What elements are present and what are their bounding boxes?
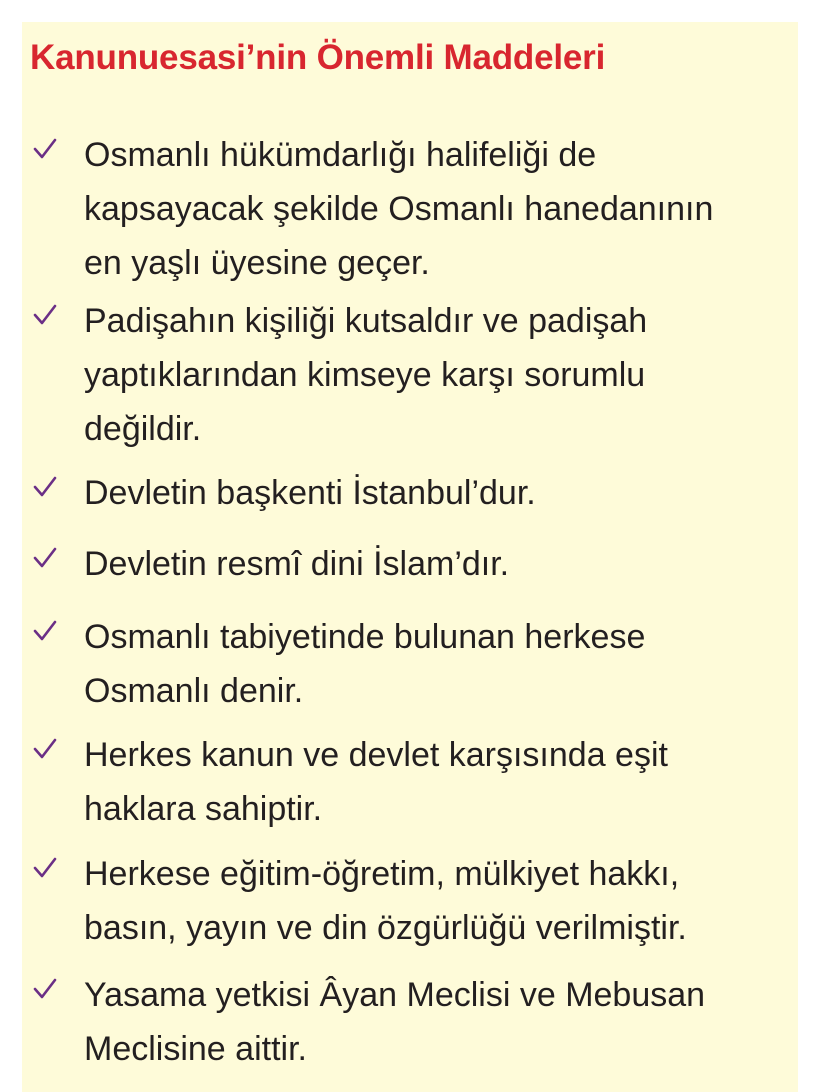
info-panel	[22, 22, 798, 1092]
check-icon	[32, 474, 58, 500]
list-item-text: Herkes kanun ve devlet karşısında eşit haklara sahiptir.	[84, 736, 668, 828]
check-icon	[32, 618, 58, 644]
check-icon	[32, 545, 58, 571]
article-list	[22, 22, 798, 1092]
list-item-text: Devletin başkenti İstanbul’dur.	[84, 474, 536, 512]
panel-title: Kanunuesasi’nin Önemli Maddeleri	[30, 38, 606, 77]
check-icon	[32, 736, 58, 762]
check-icon	[32, 976, 58, 1002]
list-item-text: Osmanlı hükümdarlığı halifeliği de kapsayacak şekilde Osmanlı hanedanının en yaşlı üyesine geçer.	[84, 136, 714, 282]
list-item-text: Herkese eğitim-öğretim, mülkiyet hakkı, basın, yayın ve din özgürlüğü verilmiştir.	[84, 855, 687, 947]
list-item-text: Devletin resmî dini İslam’dır.	[84, 545, 510, 583]
check-icon	[32, 855, 58, 881]
list-item-text: Padişahın kişiliği kutsaldır ve padişah yaptıklarından kimseye karşı sorumlu değildir.	[84, 302, 648, 448]
check-icon	[32, 136, 58, 162]
list-item-text: Osmanlı tabiyetinde bulunan herkese Osmanlı denir.	[84, 618, 646, 710]
list-item-text: Yasama yetkisi Âyan Meclisi ve Mebusan Meclisine aittir.	[84, 976, 706, 1068]
check-icon	[32, 302, 58, 328]
